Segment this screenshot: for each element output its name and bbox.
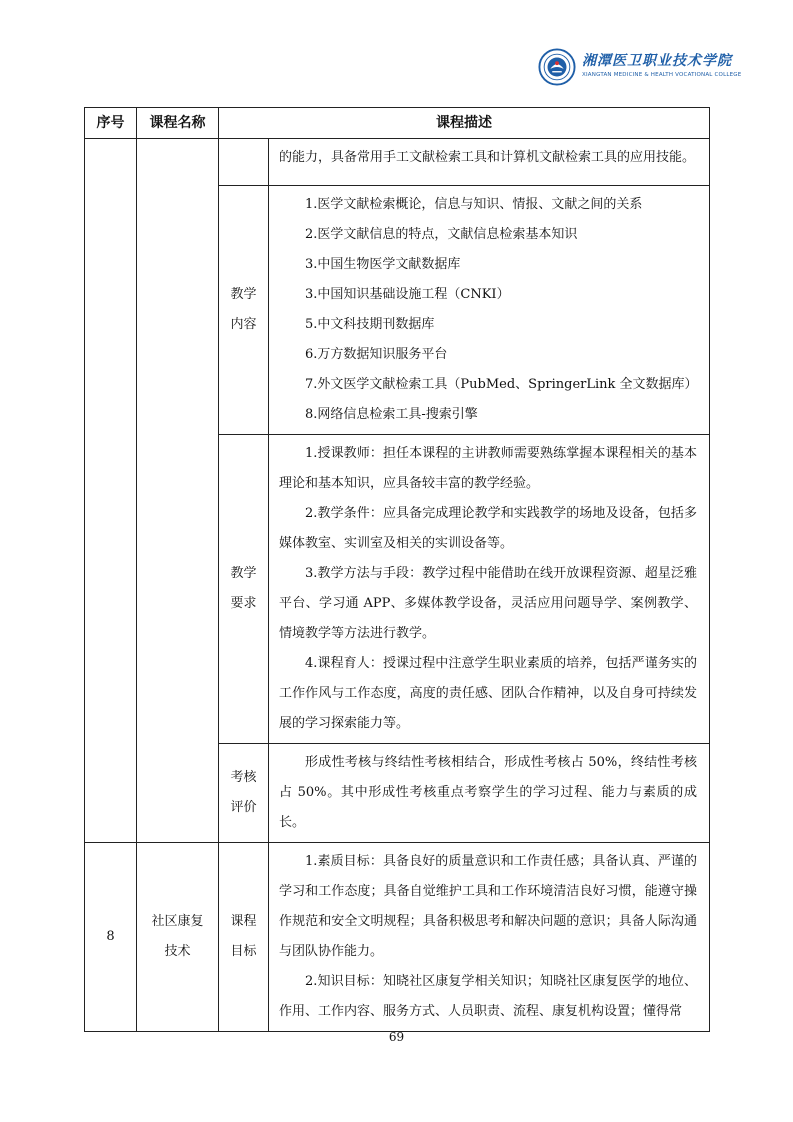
cell-requirements-list <box>269 435 710 744</box>
list-item: 2.教学条件：应具备完成理论教学和实践教学的场地及设备，包括多媒体教室、实训室及相关的实训设备等。 <box>279 506 697 551</box>
label-assessment-line1: 考核 <box>230 770 257 785</box>
table-header-row <box>85 108 710 139</box>
cell-number-empty <box>85 139 137 843</box>
course-name-line2: 技术 <box>164 944 191 959</box>
table-row <box>85 139 710 186</box>
cell-objectives-list <box>269 843 710 1032</box>
label-objectives-line1: 课程 <box>230 914 257 929</box>
label-requirements-line2: 要求 <box>230 596 257 611</box>
list-item: 1.素质目标：具备良好的质量意识和工作责任感；具备认真、严谨的学习和工作态度；具备自觉维护工具和工作环境清洁良好习惯，能遵守操作规范和安全文明规程；具备积极思考和解决问题的意识；具备人际沟通与团队协作能力。 <box>279 854 697 959</box>
course-name-line1: 社区康复 <box>151 914 204 929</box>
list-item: 4.课程育人：授课过程中注意学生职业素质的培养，包括严谨务实的工作作风与工作态度，高度的责任感、团队合作精神，以及自身可持续发展的学习探索能力等。 <box>279 656 697 731</box>
cell-label-assessment <box>219 744 269 843</box>
cell-label-requirements <box>219 435 269 744</box>
cell-course-name-empty <box>137 139 219 843</box>
label-content-line1: 教学 <box>230 287 257 302</box>
cell-assessment-text <box>269 744 710 843</box>
list-item: 6.万方数据知识服务平台 <box>305 347 448 362</box>
logo-chinese-name: 湘潭医卫职业技术学院 <box>582 53 732 69</box>
list-item: 5.中文科技期刊数据库 <box>305 317 435 332</box>
list-item: 7.外文医学文献检索工具（PubMed、SpringerLink 全文数据库） <box>305 377 698 392</box>
cell-course-name <box>137 843 219 1032</box>
label-requirements-line1: 教学 <box>230 566 257 581</box>
header-number: 序号 <box>85 108 137 139</box>
curriculum-table <box>84 107 710 1032</box>
list-item: 1.医学文献检索概论，信息与知识、情报、文献之间的关系 <box>305 197 643 212</box>
list-item: 3.中国知识基础设施工程（CNKI） <box>305 287 510 302</box>
header-course-name: 课程名称 <box>137 108 219 139</box>
cell-continuation-text <box>269 139 710 186</box>
page-number: 69 <box>388 1030 405 1044</box>
logo-english-name: XIANGTAN MEDICINE & HEALTH VOCATIONAL COLLEGE <box>582 72 742 78</box>
list-item: 8.网络信息检索工具-搜索引擎 <box>305 407 478 422</box>
label-assessment-line2: 评价 <box>230 800 257 815</box>
college-logo <box>538 44 758 92</box>
cell-label-objectives <box>219 843 269 1032</box>
cell-label-empty <box>219 139 269 186</box>
cell-label-content <box>219 186 269 435</box>
label-content-line2: 内容 <box>230 317 257 332</box>
list-item: 2.医学文献信息的特点，文献信息检索基本知识 <box>305 227 578 242</box>
label-objectives-line2: 目标 <box>230 944 257 959</box>
list-item: 2.知识目标：知晓社区康复学相关知识；知晓社区康复医学的地位、作用、工作内容、服务方式、人员职责、流程、康复机构设置；懂得常 <box>279 974 697 1019</box>
list-item: 3.中国生物医学文献数据库 <box>305 257 461 272</box>
cell-number: 8 <box>85 843 137 1032</box>
list-item: 1.授课教师：担任本课程的主讲教师需要熟练掌握本课程相关的基本理论和基本知识，应具备较丰富的教学经验。 <box>279 446 697 491</box>
list-item: 3.教学方法与手段：教学过程中能借助在线开放课程资源、超星泛雅平台、学习通 APP、多媒体教学设备，灵活应用问题导学、案例教学、情境教学等方法进行教学。 <box>279 566 697 641</box>
table-row <box>85 843 710 1032</box>
continuation-text: 的能力，具备常用手工文献检索工具和计算机文献检索工具的应用技能。 <box>279 150 696 165</box>
college-emblem-icon <box>538 48 576 86</box>
assessment-text: 形成性考核与终结性考核相结合，形成性考核占 50%，终结性考核占 50%。其中形成性考核重点考察学生的学习过程、能力与素质的成长。 <box>279 755 697 830</box>
header-course-description: 课程描述 <box>219 108 710 139</box>
cell-content-list <box>269 186 710 435</box>
